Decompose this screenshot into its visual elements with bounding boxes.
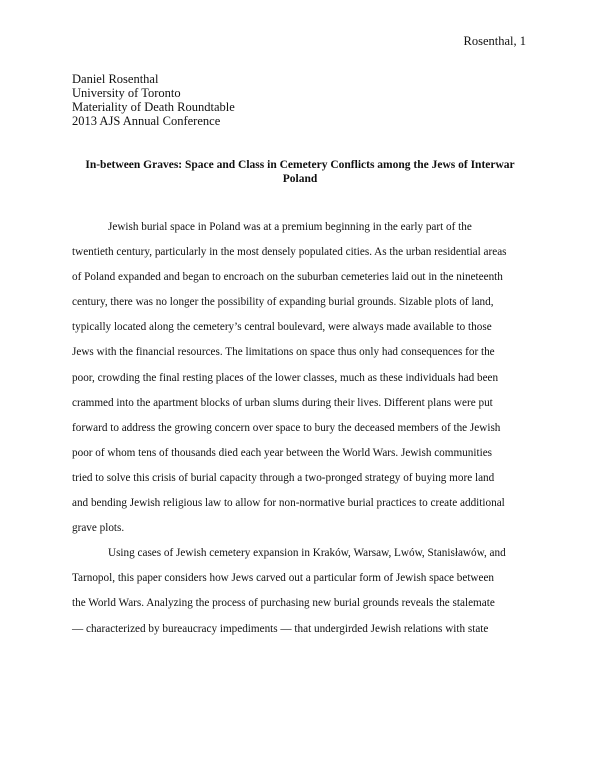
title-line: Poland [282, 173, 318, 185]
paragraph-line: century, there was no longer the possibility of expanding burial grounds. Sizable plots of land, [72, 296, 494, 309]
author-name: Daniel Rosenthal [72, 72, 159, 86]
paragraph-line: twentieth century, particularly in the most densely populated cities. As the urban residential areas [72, 246, 507, 259]
paragraph-line: poor of whom tens of thousands died each year between the World Wars. Jewish communities [72, 446, 493, 459]
running-header: Rosenthal, 1 [463, 34, 526, 48]
paragraph-line: Using cases of Jewish cemetery expansion in Kraków, Warsaw, Lwów, Stanisławów, and [108, 547, 506, 560]
paragraph [72, 215, 528, 541]
paragraph-line: typically located along the cemetery’s central boulevard, were always made available to those [72, 321, 492, 334]
paragraph-line: grave plots. [72, 522, 125, 535]
paragraph-line: crammed into the apartment blocks of urban slums during their lives. Different plans were put [72, 396, 493, 409]
author-block [72, 72, 235, 128]
paragraph-line: Jewish burial space in Poland was at a premium beginning in the early part of the [108, 221, 472, 233]
paper-title [72, 158, 528, 186]
paragraph [72, 541, 528, 641]
author-affiliation: University of Toronto [72, 86, 181, 100]
title-line: In-between Graves: Space and Class in Cemetery Conflicts among the Jews of Interwar [85, 159, 515, 171]
paragraph-line: Tarnopol, this paper considers how Jews carved out a particular form of Jewish space between [72, 572, 495, 585]
body-text [72, 215, 528, 642]
paragraph-line: of Poland expanded and began to encroach on the suburban cemeteries laid out in the nineteenth [72, 271, 503, 284]
paragraph-line: — characterized by bureaucracy impediments — that undergirded Jewish relations with state [72, 622, 489, 635]
paragraph-line: tried to solve this crisis of burial capacity through a two-pronged strategy of buying more land [72, 471, 495, 484]
session-name: Materiality of Death Roundtable [72, 100, 235, 114]
conference-name: 2013 AJS Annual Conference [72, 114, 221, 128]
paragraph-line: poor, crowding the final resting places of the lower classes, much as these individuals had been [72, 371, 499, 384]
paragraph-line: the World Wars. Analyzing the process of purchasing new burial grounds reveals the stalemate [72, 597, 495, 610]
paragraph-line: Jews with the financial resources. The limitations on space thus only had consequences for the [72, 346, 495, 359]
paragraph-line: and bending Jewish religious law to allow for non-normative burial practices to create additional [72, 497, 505, 510]
paragraph-line: forward to address the growing concern over space to bury the deceased members of the Jewish [72, 421, 501, 434]
